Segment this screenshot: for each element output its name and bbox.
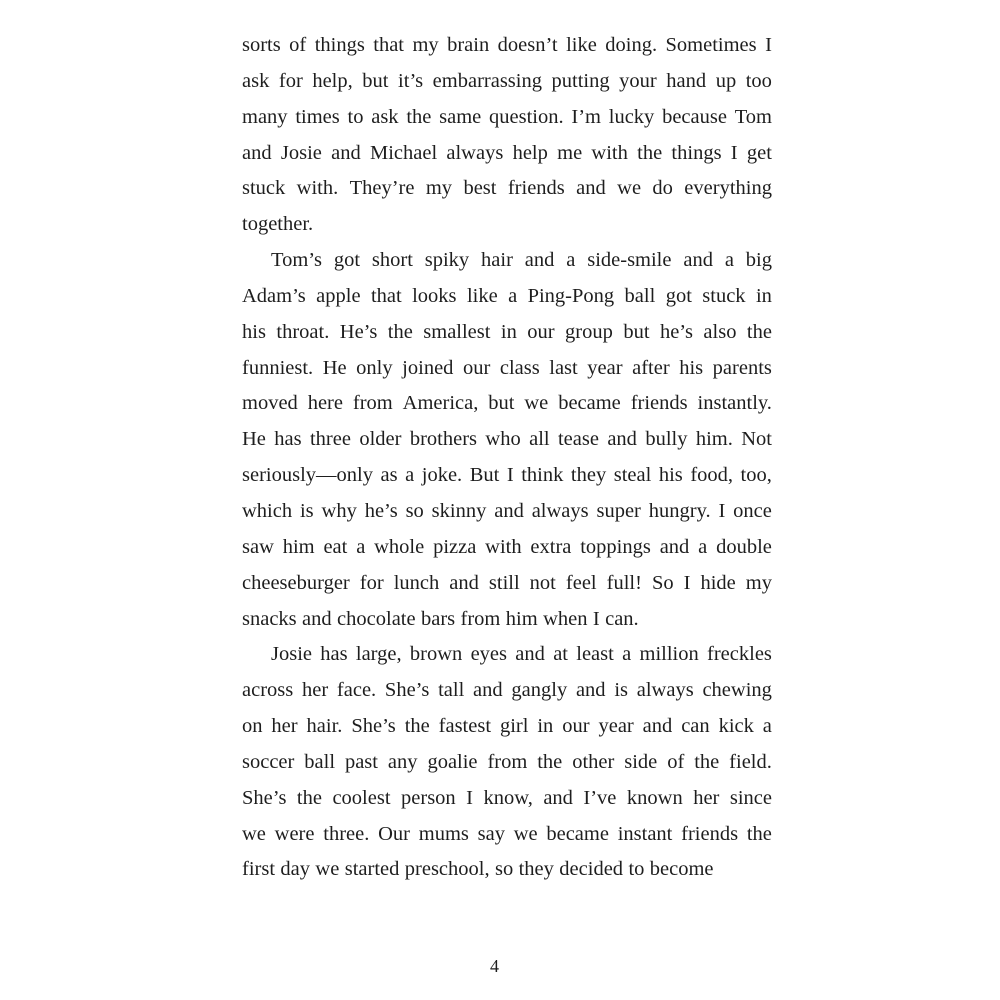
text-line: ask for help, but it’s embarrassing putting your hand up too (242, 69, 772, 92)
text-line: funniest. He only joined our class last year after his parents (242, 356, 772, 379)
text-line: first day we started preschool, so they decided to become (242, 858, 714, 881)
text-line: She’s the coolest person I know, and I’ve known her since (242, 786, 772, 809)
text-line: Josie has large, brown eyes and at least a million freckles (271, 643, 772, 666)
text-line: stuck with. They’re my best friends and we do everything (242, 177, 772, 200)
text-line: Adam’s apple that looks like a Ping-Pong ball got stuck in (242, 284, 772, 307)
text-line: we were three. Our mums say we became instant friends the (242, 822, 772, 845)
text-line: sorts of things that my brain doesn’t like doing. Sometimes I (242, 34, 772, 56)
text-line: snacks and chocolate bars from him when I can. (242, 607, 639, 630)
body-text (242, 28, 772, 888)
text-line: saw him eat a whole pizza with extra toppings and a double (242, 535, 772, 558)
text-line: He has three older brothers who all tease and bully him. Not (242, 428, 772, 451)
text-line: soccer ball past any goalie from the other side of the field. (242, 750, 772, 773)
text-line: Tom’s got short spiky hair and a side-smile and a big (271, 249, 772, 272)
page-number: 4 (490, 956, 499, 976)
text-line: across her face. She’s tall and gangly and is always chewing (242, 679, 772, 702)
text-line: together. (242, 213, 314, 236)
text-line: seriously—only as a joke. But I think they steal his food, too, (242, 464, 772, 487)
text-line: on her hair. She’s the fastest girl in our year and can kick a (242, 715, 772, 738)
text-line: cheeseburger for lunch and still not feel full! So I hide my (242, 571, 772, 594)
text-line: which is why he’s so skinny and always super hungry. I once (242, 499, 772, 522)
text-line: and Josie and Michael always help me with the things I get (242, 141, 772, 164)
text-line: moved here from America, but we became friends instantly. (242, 392, 772, 415)
text-line: many times to ask the same question. I’m lucky because Tom (242, 105, 772, 128)
text-line: his throat. He’s the smallest in our group but he’s also the (242, 320, 772, 343)
